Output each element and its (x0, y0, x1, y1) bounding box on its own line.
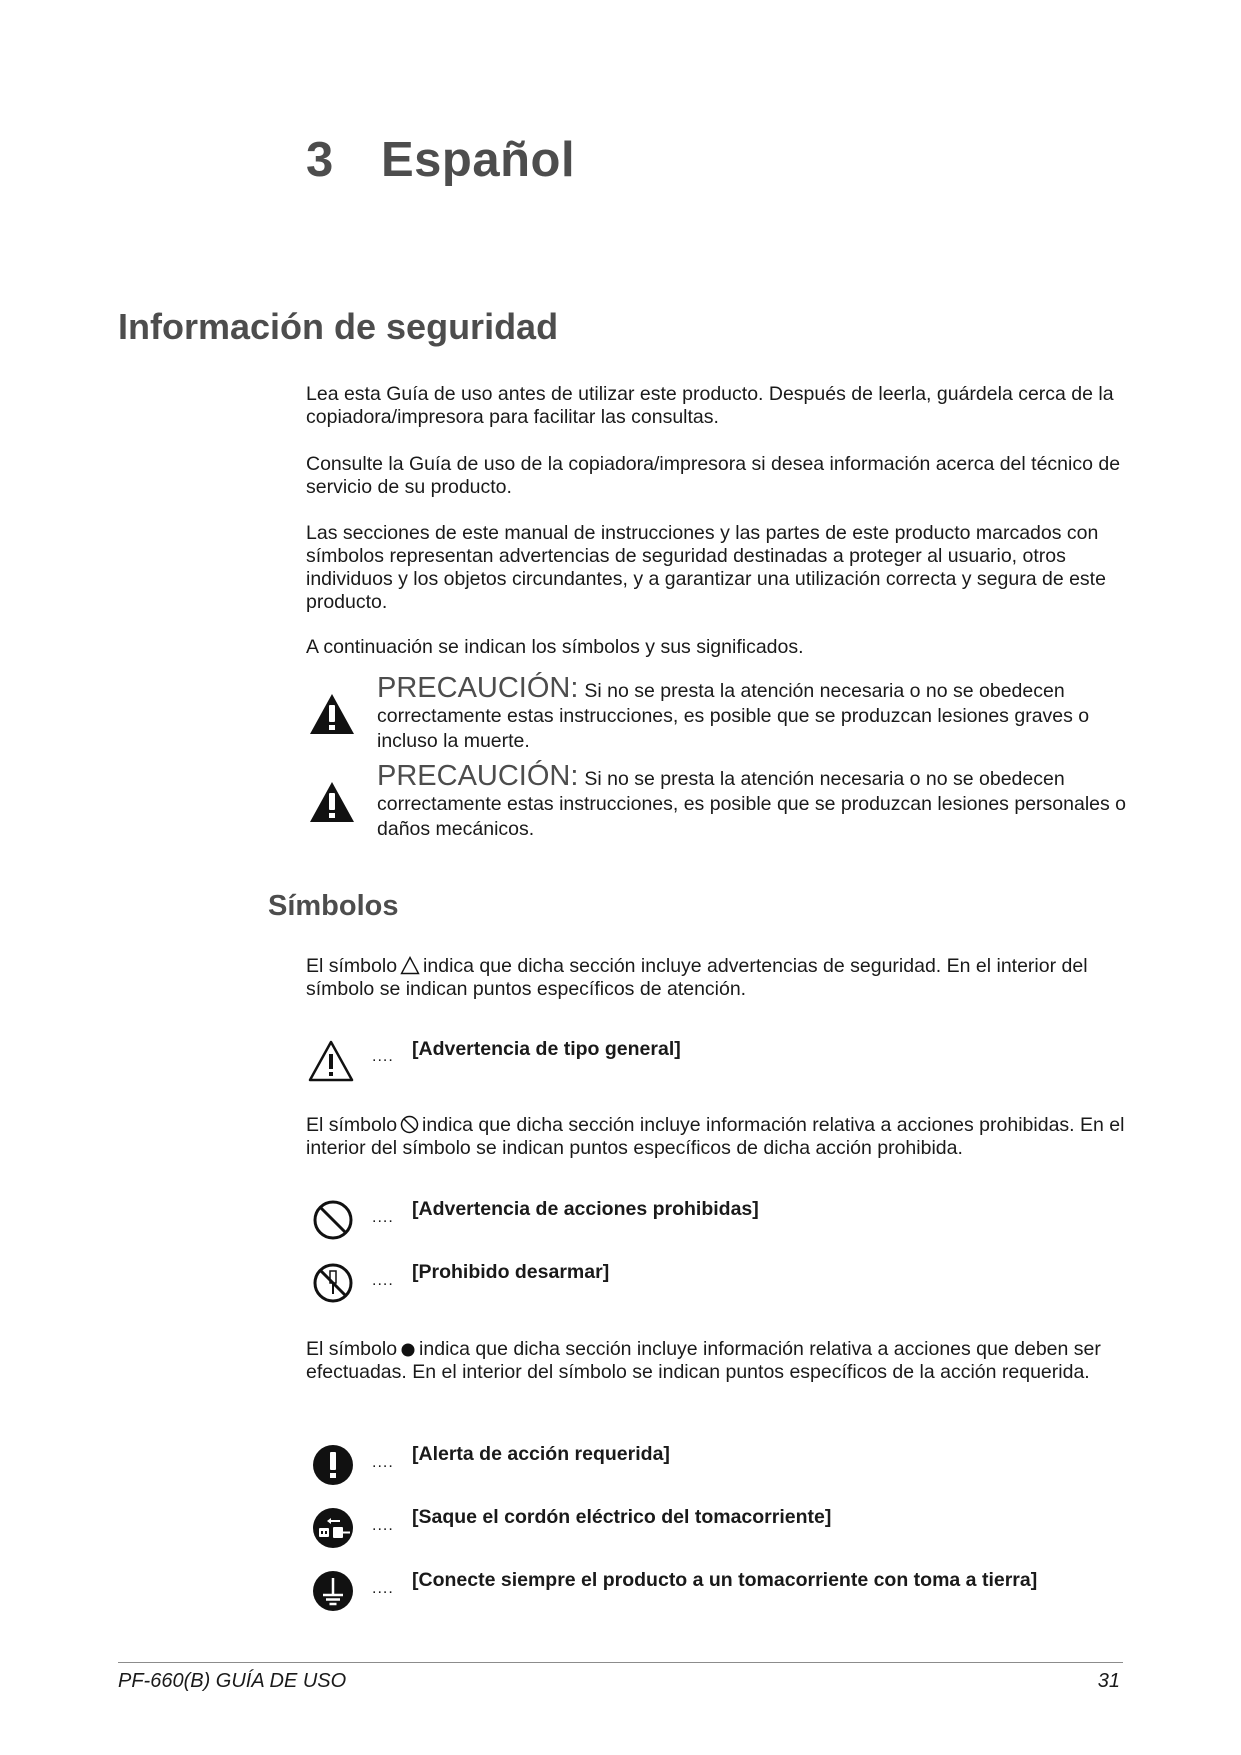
chapter-title: Español (381, 133, 576, 187)
leader-dots: .... (372, 1272, 394, 1289)
symbol-intro-prefix: El símbolo (306, 1338, 398, 1360)
symbol-label: [Saque el cordón eléctrico del tomacorriente] (412, 1506, 832, 1528)
caution-text: Si no se presta la atención necesaria o no se obedecen correctamente estas instrucciones, es posible que se produzcan lesiones personales o daños mecánicos. (377, 768, 1127, 840)
symbol-intro-warning (306, 955, 1126, 1001)
caution-block-1 (377, 672, 1127, 754)
page-number: 31 (1097, 1670, 1120, 1692)
prohibition-icon (400, 1115, 419, 1134)
symbol-intro-text: indica que dicha sección incluye información relativa a acciones prohibidas. En el interior del símbolo se indican puntos específicos de dicha acción prohibida. (306, 1114, 1125, 1159)
prohibited-action-icon (312, 1199, 354, 1241)
symbol-label: [Advertencia de tipo general] (412, 1038, 681, 1060)
footer-divider (118, 1662, 1123, 1663)
chapter-heading (306, 132, 575, 188)
triangle-outline-icon (400, 956, 420, 975)
footer-title: PF-660(B) GUÍA DE USO (118, 1670, 347, 1692)
general-warning-icon (308, 1040, 354, 1082)
symbol-intro-prefix: El símbolo (306, 955, 398, 977)
leader-dots: .... (372, 1454, 394, 1471)
symbol-label: [Prohibido desarmar] (412, 1261, 610, 1283)
caution-title: PRECAUCIÓN: (377, 672, 579, 704)
action-required-icon (312, 1444, 354, 1486)
leader-dots: .... (372, 1517, 394, 1534)
unplug-icon (312, 1507, 354, 1549)
symbol-label: [Alerta de acción requerida] (412, 1443, 670, 1465)
symbol-intro-prohibited (306, 1114, 1126, 1160)
symbol-intro-prefix: El símbolo (306, 1114, 398, 1136)
warning-filled-icon (308, 780, 356, 824)
no-disassembly-icon (312, 1262, 354, 1304)
symbol-label: [Conecte siempre el producto a un tomacorriente con toma a tierra] (412, 1569, 1038, 1591)
leader-dots: .... (372, 1048, 394, 1065)
warning-filled-icon (308, 692, 356, 736)
symbol-intro-text: indica que dicha sección incluye advertencias de seguridad. En el interior del símbolo se indican puntos específicos de atención. (306, 955, 1088, 1000)
symbol-intro-text: indica que dicha sección incluye información relativa a acciones que deben ser efectuadas. En el interior del símbolo se indican puntos específicos de la acción requerida. (306, 1338, 1101, 1383)
intro-paragraph-2: Consulte la Guía de uso de la copiadora/impresora si desea información acerca del técnico de servicio de su producto. (306, 453, 1121, 498)
caution-block-2 (377, 760, 1127, 842)
section-title: Información de seguridad (118, 306, 559, 347)
leader-dots: .... (372, 1580, 394, 1597)
ground-icon (312, 1570, 354, 1612)
chapter-number: 3 (306, 133, 334, 187)
symbol-intro-required (306, 1338, 1126, 1384)
intro-paragraph-4: A continuación se indican los símbolos y sus significados. (306, 636, 804, 658)
intro-paragraph-1: Lea esta Guía de uso antes de utilizar este producto. Después de leerla, guárdela cerca de la copiadora/impresora para facilitar las consultas. (306, 383, 1114, 428)
symbols-heading: Símbolos (268, 890, 399, 922)
intro-paragraph-3: Las secciones de este manual de instrucciones y las partes de este producto marcados con símbolos representan advertencias de seguridad destinadas a proteger al usuario, otros individuos y los objetos circundantes, y a garantizar una utilización correcta y segura de este producto. (306, 522, 1106, 613)
symbol-label: [Advertencia de acciones prohibidas] (412, 1198, 759, 1220)
caution-title: PRECAUCIÓN: (377, 760, 579, 792)
caution-text: Si no se presta la atención necesaria o no se obedecen correctamente estas instrucciones, es posible que se produzcan lesiones graves o incluso la muerte. (377, 680, 1090, 752)
leader-dots: .... (372, 1209, 394, 1226)
filled-circle-icon (400, 1342, 416, 1358)
